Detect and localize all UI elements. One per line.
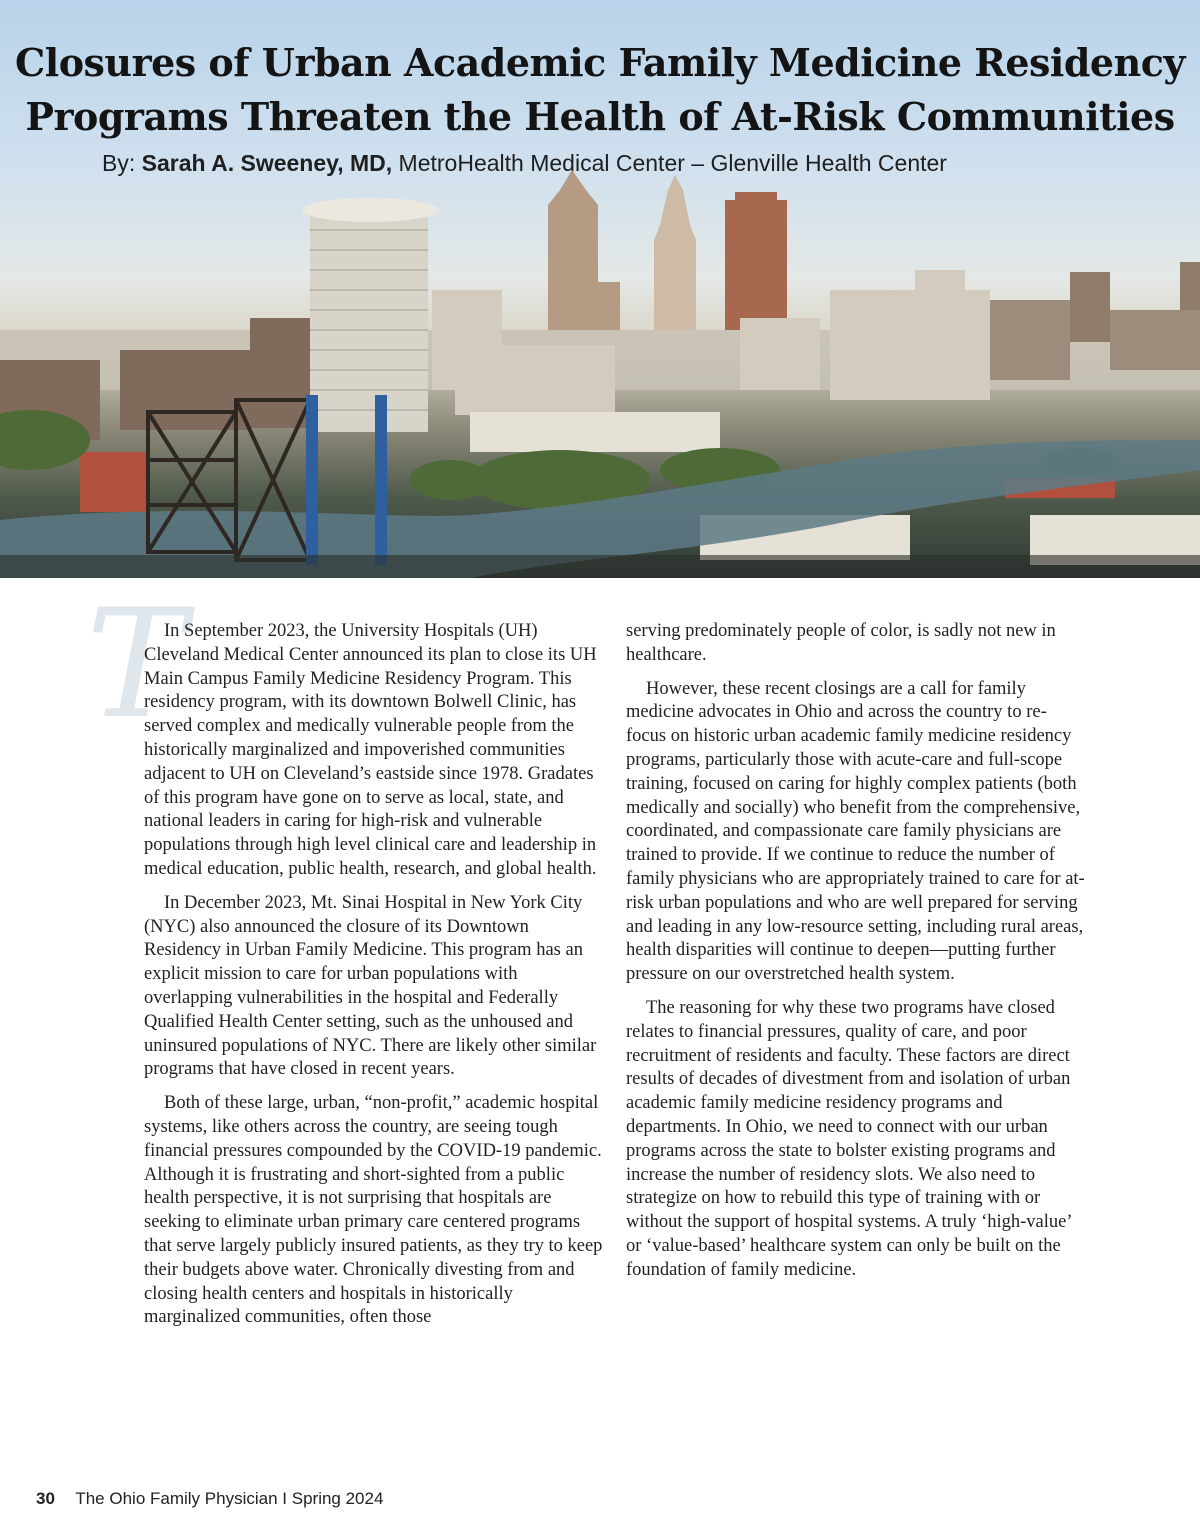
byline — [102, 150, 947, 177]
paragraph: Both of these large, urban, “non-profit,” academic hospital systems, like others across the country, are seeing tough financial pressures compounded by the COVID-19 pandemic. Although it is frustrating and short-sighted from a public health perspective, it is not surprising that hospitals are seeking to eliminate urban primary care centered programs that serve largely publicly insured patients, as they try to keep their budgets above water. Chronically divesting from and closing health centers and hospitals in historically marginalized communities, often those — [144, 1093, 603, 1328]
article-title — [0, 36, 1200, 144]
paragraph: In September 2023, the University Hospitals (UH) Cleveland Medical Center announced its plan to close its UH Main Campus Family Medicine Residency Program. This residency program, with its downtown Bolwell Clinic, has served complex and medically vulnerable people from the historically marginalized and impoverished communities adjacent to UH on Cleveland’s eastside since 1978. Gradates of this program have gone on to serve as local, state, and national leaders in caring for high-risk and vulnerable populations through high level clinical care and leadership in medical education, public health, research, and global health. — [144, 621, 597, 879]
issue-name: Spring 2024 — [291, 1489, 384, 1508]
byline-prefix: By: — [102, 150, 136, 176]
paragraph: The reasoning for why these two programs have closed relates to financial pressures, quality of care, and poor recruitment of residents and faculty. These factors are direct results of decades of divestment from and isolation of urban academic family medicine residency programs and departments. In Ohio, we need to connect with our urban programs across the state to bolster existing programs and increase the number of residency slots. We also need to strategize on how to rebuild this type of training with or without the support of hospital systems. A truly ‘high-value’ or ‘value-based’ healthcare system can only be built on the foundation of family medicine. — [626, 997, 1072, 1280]
article-column-right — [626, 620, 1086, 1293]
footer-separator: I — [282, 1489, 287, 1508]
paragraph: In December 2023, Mt. Sinai Hospital in New York City (NYC) also announced the closure of its Downtown Residency in Urban Family Medicine. This program has an explicit mission to care for urban populations with overlapping vulnerabilities in the hospital and Federally Qualified Health Center setting, such as the unhoused and uninsured populations of NYC. There are likely other similar programs that have closed in recent years. — [144, 892, 597, 1080]
author-affiliation: MetroHealth Medical Center – Glenville Health Center — [398, 150, 947, 176]
title-line-2: Programs Threaten the Health of At-Risk Communities — [25, 94, 1175, 139]
paragraph: However, these recent closings are a call for family medicine advocates in Ohio and across the country to re-focus on historic urban academic family medicine residency programs, particularly those with acute-care and full-scope training, focused on caring for highly complex patients (both medically and socially) who benefit from the comprehensive, coordinated, and compassionate care family physicians are trained to provide. If we continue to reduce the number of family physicians who are appropriately trained to care for at-risk urban populations and who are well prepared for serving and leading in any low-resource setting, including rural areas, health disparities will continue to deepen—putting further pressure on our overstretched health system. — [626, 678, 1085, 985]
drop-cap-letter: T — [86, 578, 187, 752]
author-name: Sarah A. Sweeney, MD, — [141, 150, 393, 176]
title-line-1: Closures of Urban Academic Family Medicine Residency — [15, 40, 1185, 85]
page-footer — [36, 1489, 383, 1509]
article-column-left — [144, 620, 604, 1340]
page-number: 30 — [36, 1489, 55, 1508]
publication-name: The Ohio Family Physician — [75, 1489, 278, 1508]
hero-image — [0, 0, 1200, 578]
paragraph: serving predominately people of color, is sadly not new in healthcare. — [626, 621, 1056, 665]
